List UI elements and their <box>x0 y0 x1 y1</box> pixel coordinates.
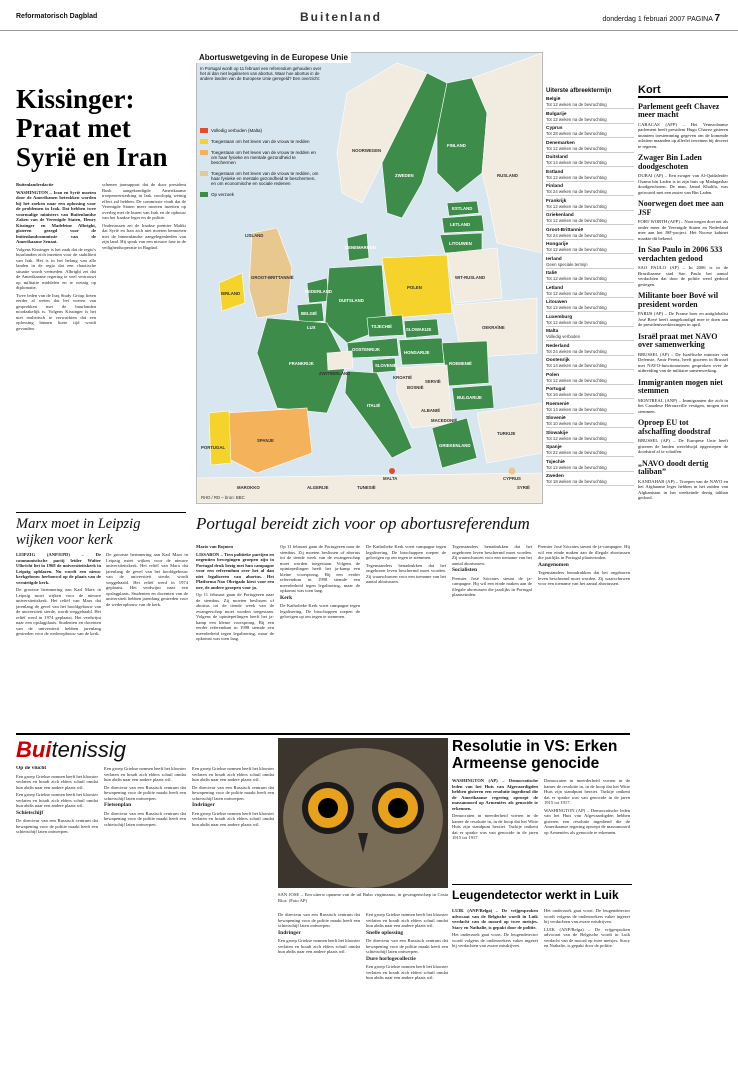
legend-swatch <box>200 192 208 197</box>
label-oekraine: OEKRAÏNE <box>482 325 505 330</box>
label-estland: ESTLAND <box>452 206 473 211</box>
sidebar-term: Tot 12 weken na de bevruchting <box>546 436 634 443</box>
label-witrusland: WIT-RUSLAND <box>455 275 486 280</box>
paragraph: Premier José Sócrates steunt de ja-campagne. Hij wil een einde maken aan de illegale abortussen die jaarlijks in Portugal plaatsvinden. <box>452 575 532 597</box>
label-rusland: RUSLAND <box>497 173 519 178</box>
kort-item-text: BRUSSEL (AP) – De Israëlische minister van Defensie, Amir Peretz, heeft gisteren in Brussel met NAVO-functionarissen gesproken over de uitbreiding van de militaire samenwerking. <box>638 351 728 373</box>
subhead: Schietschijf <box>16 809 44 816</box>
map-svg <box>197 53 542 503</box>
label-italie: ITALIË <box>367 403 381 408</box>
headline-line: Syrië en Iran <box>16 142 168 172</box>
kort-item-text: CARACAS (AFP) – Het Venezolaanse parlement heeft president Hugo Chavez gisteren unaniem toestemming gegeven om de komende achttien maanden op allerlei terreinen bij decreet te regeren. <box>638 121 728 149</box>
label-turkije: TURKIJE <box>497 431 516 436</box>
buitenissig-col4 <box>278 912 360 1062</box>
label-duitsland: DUITSLAND <box>339 298 364 303</box>
kort-item-title: Zwager Bin Laden doodgeschoten <box>638 153 702 171</box>
label-hongarije: HONGARIJE <box>404 350 430 355</box>
label-slowakije: SLOWAKIJE <box>406 327 432 332</box>
paragraph: Twee leden van de Iraq Study Group lieten eerder al weten dat het voeren van gesprekken met de buurlanden noodzakelijk is. Volgens Kissinger is het niet realistisch te verwachten dat een oplossing binnen korte tijd wordt gevonden. <box>16 292 96 331</box>
leugendetector-headline: Leugendetector werkt in Luik <box>452 888 619 902</box>
label-litouwen: LITOUWEN <box>449 241 472 246</box>
paragraph: Tegenstanders benadrukken dat het ongeboren leven beschermd moet worden. Zij waarschuwen voor een toename van het aantal abortussen. <box>538 570 630 586</box>
label-lux: LUX <box>307 325 316 330</box>
label-noorwegen: NOORWEGEN <box>352 148 382 153</box>
label-portugal: PORTUGAL <box>201 445 226 450</box>
label-finland: FINLAND <box>447 143 466 148</box>
kort-item-title: Noorwegen doet mee aan JSF <box>638 199 724 217</box>
legend-swatch <box>200 139 208 144</box>
buitenissig-brand <box>16 737 176 763</box>
sidebar-term: Tot 12 weken na de bevruchting <box>546 218 634 225</box>
lead: LUIK (ANP/Belga) – De vrijgesproken advocaat van de Belgische wordt in Luik verdacht van de moord op twee meisjes. Stacy en Nathalie, is gepakt door de politie. <box>452 908 538 930</box>
byline: Buitenlandredactie <box>16 182 54 187</box>
subhead: Aangenomen <box>538 561 569 568</box>
label-polen: POLEN <box>407 285 422 290</box>
paragraph: Een groep Griekse nonnen heeft het klooster verlaten en houdt zich elders schuil omdat hun abdis naar een andere plaats wil. <box>16 773 98 790</box>
kort-item-text: BRUSSEL (AP) – De Europese Unie heeft gisteren de landen wereldwijd opgeroepen de doodstraf af te schaffen. <box>638 438 728 454</box>
buitenissig-col5 <box>366 912 448 1062</box>
legend-item <box>200 150 320 165</box>
sidebar-term: Tot 12 weken na de bevruchting <box>546 102 634 109</box>
kort-item-text: PARIJS (AP) – De Franse boer en antiglobalist José Bové heeft aangekondigd mee te doen aan de presidentsverkiezingen in april. <box>638 311 728 327</box>
sidebar-term: Tot 28 weken na de bevruchting <box>546 131 634 138</box>
label-kroatie: KROATIË <box>393 375 413 380</box>
label-ierland: IERLAND <box>221 291 241 296</box>
sidebar-country: Slowakije <box>546 430 568 436</box>
sidebar-term: Tot 12 weken na de bevruchting <box>546 378 634 385</box>
label-tsjechie: TSJECHIË <box>371 324 393 329</box>
marx-headline <box>16 516 191 548</box>
kort-item-text: DUBAI (AP) – Een zwager van Al-Qaidaleider Osama bin Laden is in zijn huis op Madagaskar doodgeschoten. De man, Jamal Khalifa, was getrouwd met een zuster van Bin Laden. <box>638 173 728 195</box>
eu-abortion-map <box>196 52 543 504</box>
owl-svg <box>278 738 448 888</box>
label-syrie: SYRIË <box>517 485 530 490</box>
subhead: Indringer <box>192 802 215 808</box>
sidebar-term: Tot 12 weken na de bevruchting <box>546 305 634 312</box>
paragraph: De grootste herinnering aan Karl Marx in Leipzig moet wijken voor de nieuwe universiteitskerk. Het reliëf van Marx dat jarenlang de gevel van het hoofdgebouw van de universiteit sierde, wordt weggehaald. Het reliëf werd in 1974 geplaatst. Het verdwijnt naar een opslagplaats. Studenten en docenten van de universiteit hebben jarenlang gestreden voor de wederopbouw van de kerk. <box>16 587 101 636</box>
subhead: Kerk <box>280 594 293 601</box>
subhead: Fietsenplan <box>104 802 132 808</box>
label-nederland: NEDERLAND <box>305 289 332 294</box>
paragraph: Een groep Griekse nonnen heeft het klooster verlaten en houdt zich elders schuil omdat hun abdis naar een andere plaats wil. <box>104 766 186 782</box>
label-macedonie: MACEDONIË <box>431 418 458 423</box>
resolutie-col2 <box>544 778 630 878</box>
country-malta <box>389 468 395 474</box>
sidebar-term: Tot 12 weken na de bevruchting <box>546 247 634 254</box>
country-cyprus <box>509 468 516 475</box>
label-gb: GROOT-BRITTANNIË <box>251 275 294 280</box>
label-griekenland: GRIEKENLAND <box>439 443 471 448</box>
sidebar-country: Duitsland <box>546 155 568 160</box>
buitenissig-col1 <box>16 766 98 1061</box>
page-header <box>0 0 738 31</box>
kort-item-title: Immigranten mogen niet stemmen <box>638 377 723 395</box>
subhead: Indringer <box>278 929 301 936</box>
sidebar-country: België <box>546 97 561 102</box>
sidebar-term: Tot 12 weken na de bevruchting <box>546 465 634 472</box>
paragraph: Tegenstanders benadrukken dat het ongeboren leven beschermd moet worden. Zij waarschuwen voor een toename van het aantal abortussen. <box>452 544 532 566</box>
sidebar-country: Spanje <box>546 445 562 450</box>
sidebar-country: Oostenrijk <box>546 358 570 363</box>
headline-line: wijken voor kerk <box>16 532 113 548</box>
kissinger-col1 <box>16 182 96 517</box>
sidebar-term: Tot 14 weken na de bevruchting <box>546 363 634 370</box>
legend-swatch <box>200 171 208 176</box>
headline-line: Armeense genocide <box>452 755 600 772</box>
paragraph: Het onderzoek gaat voort. De leugendetector wordt volgens de onderzoekers vaker ingezet bij verdachten van zware misdrijven. <box>452 932 538 948</box>
sidebar-country: Luxemburg <box>546 314 573 320</box>
buitenissig-col3 <box>192 766 274 1061</box>
paragraph: De directeur van een Russisch centrum dat bewapening voor de politie maakt heeft een schietschijf laten ontwerpen. <box>192 784 274 801</box>
label-roemenie: ROEMENIË <box>449 361 472 366</box>
paragraph: WASHINGTON (AP) – Democratische leden van het Huis van Afgevaardigden hebben gisteren een resolutie ingediend die de Amerikaanse regering oproept de massamoord op Armeniërs als genocide te erkennen. <box>544 807 630 835</box>
divider <box>16 512 186 513</box>
lead: WASHINGTON – Iran en Syrië moeten door de Amerikanen betrokken worden bij het zoeken naar een oplossing voor de problemen in Irak. Dat hebben twee voormalige ministers van Buitenlandse Zaken van de Verenigde Staten, Henry Kissinger en Madeleine Albright, gisteren gezegd voor de buitenlandcommissie van de Amerikaanse Senaat. <box>16 189 96 244</box>
portugal-col2 <box>280 544 360 729</box>
map-legend <box>200 128 320 203</box>
label-tunesie: TUNESIË <box>357 485 376 490</box>
page-number: 7 <box>714 13 720 24</box>
sidebar-country: Frankrijk <box>546 198 567 204</box>
marx-col1 <box>16 552 101 727</box>
label-marokko: MAROKKO <box>237 485 260 490</box>
sidebar-country: Zweden <box>546 474 564 479</box>
label-bosnie: BOSNIË <box>407 385 424 390</box>
page-info <box>602 13 720 24</box>
portugal-headline: Portugal bereidt zich voor op abortusreferendum <box>196 514 530 533</box>
kissinger-headline <box>16 85 186 172</box>
label-denemarken: DENEMARKEN <box>345 245 376 250</box>
kort-item-title: „NAVO doodt dertig taliban” <box>638 458 709 476</box>
portugal-col1 <box>196 544 274 729</box>
legend-item <box>200 192 320 197</box>
paragraph: Op 11 februari gaan de Portugezen naar de stembus. Zij moeten beslissen of abortus tot de tiende week van de zwangerschap moet worden toegestaan. Volgens de opiniepeilingen heeft het ja-kamp een kleine voorsprong. Bij een eerder referendum in 1998 stemde een meerderheid tegen legalisering, maar de opkomst was toen laag. <box>280 544 360 593</box>
paragraph: De directeur van een Russisch centrum dat bewapening voor de politie maakt heeft een schietschijf laten ontwerpen. <box>104 810 186 827</box>
country-portugal <box>209 411 231 465</box>
resolutie-headline <box>452 738 632 772</box>
legend-label: Toegestaan om het leven van de vrouw te redden, om haar fysieke en mentale gezondheid te beschermen, en om economische en sociale redenen <box>211 171 319 186</box>
legend-swatch <box>200 150 208 155</box>
page-label: PAGINA <box>686 16 713 23</box>
portugal-col4 <box>452 544 532 729</box>
kort-item-text: KANDAHAR (AP) – Troepen van de NAVO en het Afghaanse leger hebben in het zuiden van Afghanistan in het weekeinde dertig taliban gedood. <box>638 478 728 500</box>
label-frankrijk: FRANKRIJK <box>289 361 314 366</box>
sidebar-country: Cyprus <box>546 126 563 131</box>
sidebar-term: Tot 18 weken na de bevruchting <box>546 479 634 486</box>
sidebar-term: Tot 12 weken na de bevruchting <box>546 320 634 327</box>
kissinger-col2 <box>102 182 186 517</box>
lead: LEIPZIG (ANP/EPD) – De communistische partij leider Walter Ulbricht liet in 1968 de universiteitskerk in Leipzig opblazen. Nu wordt een nieuw kerkgebouw herbouwd op de plaats van de vernietigde kerk. <box>16 552 101 585</box>
label-oostenrijk: OOSTENRIJK <box>352 347 380 352</box>
sidebar-term: Tot 14 weken na de bevruchting <box>546 160 634 167</box>
lead: LISSABON – Tien politieke partijen en negentien bewegingen groepen zijn in Portugal druk bezig met hun campagne voor een referendum over het al dan niet legaliseren van abortus. Het Platforma Nao Obrigado kiest voor een nee, de andere groepen voor ja. <box>196 551 274 590</box>
legend-label: Toegestaan om het leven van de vrouw te redden en om haar fysieke en mentale gezondheid te beschermen <box>211 150 316 165</box>
paragraph: Een groep Griekse nonnen heeft het klooster verlaten en houdt zich elders schuil omdat hun abdis naar een andere plaats wil. <box>366 912 448 928</box>
paragraph: De directeur van een Russisch centrum dat bewapening voor de politie maakt heeft een schietschijf laten ontwerpen. <box>16 818 98 834</box>
resolutie-col1 <box>452 778 538 878</box>
paragraph: Democraten in meerderheid voeren in de kamer de resolutie in, in de hoop dat het Witte Huis zijn standpunt herziet. Turkije ontkent dat er sprake was van genocide in de jaren 1915 tot 1917. <box>544 778 630 805</box>
kort-item-text: MONTREAL (ANP) – Immigranten die zich in het Canadese Hérouxville vestigen, mogen niet stemmen. <box>638 397 728 414</box>
legend-label: Op verzoek <box>211 192 235 197</box>
paragraph: De grootste herinnering aan Karl Marx in Leipzig moet wijken voor de nieuwe universiteitskerk. Het reliëf van Marx dat jarenlang de gevel van het hoofdgebouw van de universiteit sierde, wordt weggehaald. Het reliëf werd in 1974 geplaatst. Het verdwijnt naar een opslagplaats. Studenten en docenten van de universiteit hebben jarenlang gestreden voor de wederopbouw van de kerk. <box>106 552 188 607</box>
paragraph: Een groep Griekse nonnen heeft het klooster verlaten en houdt zich elders schuil omdat hun abdis naar een andere plaats wil. <box>192 766 274 782</box>
label-zweden: ZWEDEN <box>395 173 414 178</box>
label-letland: LETLAND <box>450 222 471 227</box>
label-belgie: BELGIË <box>301 311 317 316</box>
legend-item <box>200 139 320 144</box>
paragraph: Het onderzoek gaat voort. De leugendetector wordt volgens de onderzoekers vaker ingezet bij verdachten van zware misdrijven. <box>544 908 630 924</box>
kort-head: Kort <box>638 88 728 98</box>
sidebar-term: Tot 16 weken na de bevruchting <box>546 392 634 399</box>
paper-name: Reformatorisch Dagblad <box>16 13 98 20</box>
sidebar-country: Polen <box>546 372 560 378</box>
sidebar-country: Nederland <box>546 343 570 349</box>
kort-list <box>638 103 728 501</box>
date: donderdag 1 februari 2007 <box>602 16 685 23</box>
headline-line: Praat met <box>16 113 131 143</box>
sidebar-country: Denemarken <box>546 140 575 146</box>
subhead: Op de vlucht <box>16 766 47 771</box>
kort-item-text: FORT WORTH (AFP) – Noorwegen doet net als onder meer de Verenigde Staten en Nederland mee aan het JSF-project. Het Noorse kabinet maakte dit bekend. <box>638 219 728 241</box>
subhead: Socialisten <box>452 567 478 573</box>
map-intro: In Portugal wordt op 11 februari een referendum gehouden over het al dan niet legaliseren van abortus. Waar hoe abortus in de andere landen van de Europese Unie geregeld? Een overzicht: <box>200 66 322 81</box>
paragraph: Een groep Griekse nonnen heeft het klooster verlaten en houdt zich elders schuil omdat hun abdis naar een andere plaats wil. <box>278 938 360 954</box>
kort-item-title: In Sao Paulo in 2006 533 verdachten gedood <box>638 245 723 263</box>
label-bulgarije: BULGARIJE <box>457 395 482 400</box>
sidebar-term: Tot 12 weken na de bevruchting <box>546 276 634 283</box>
leugen-col1 <box>452 908 538 1058</box>
byline: Mario van Bojmen <box>196 544 234 549</box>
sidebar-title: Uiterste afbreektermijn <box>546 88 612 94</box>
label-algerije: ALGERIJE <box>307 485 329 490</box>
buitenissig-col2 <box>104 766 186 1061</box>
kort-item-text: SAO PAULO (AP) – In 2006 is in de Braziliaanse stad Sao Paulo het aantal verdachten dat door de politie werd gedood gestegen. <box>638 265 728 287</box>
sidebar-country: Griekenland <box>546 213 574 218</box>
portugal-col5 <box>538 544 630 729</box>
sidebar-country: Groot-Brittannië <box>546 227 584 233</box>
label-albanie: ALBANIË <box>421 408 441 413</box>
sidebar-term: Tot 12 weken na de bevruchting <box>546 175 634 182</box>
subhead: Dure horlogecollectie <box>366 955 416 962</box>
paragraph: LUIK (ANP/Belga) – De vrijgesproken advocaat van de Belgische wordt in Luik verdacht van de moord op twee meisjes. Stacy en Nathalie, is gepakt door de politie. <box>544 926 630 948</box>
paragraph: Op 11 februari gaan de Portugezen naar de stembus. Zij moeten beslissen of abortus tot de tiende week van de zwangerschap moet worden toegestaan. Volgens de opiniepeilingen heeft het ja-kamp een kleine voorsprong. Bij een eerder referendum in 1998 stemde een meerderheid tegen legalisering, maar de opkomst was toen laag. <box>196 592 274 641</box>
legend-label: Volledig verboden (Malta) <box>211 128 263 133</box>
label-slovenie: SLOVENIË <box>375 363 397 368</box>
headline-line: Marx moet in Leipzig <box>16 516 141 532</box>
lead: WASHINGTON (AP) – Democratische leden van het Huis van Afgevaardigden hebben gisteren een resolutie ingediend die de Amerikaanse regering oproept de massamoord op Armeniërs als genocide te erkennen. <box>452 778 538 811</box>
paragraph: De Katholieke Kerk voert campagne tegen legalisering. De bisschoppen roepen de gelovigen op om tegen te stemmen. <box>280 603 360 619</box>
label-zwitserland: ZWITSERLAND <box>319 371 351 376</box>
sidebar-country: Tsjechië <box>546 459 565 465</box>
sidebar-country: Malta <box>546 329 559 334</box>
legend-swatch <box>200 128 208 133</box>
section-title: Buitenland <box>300 10 382 24</box>
sidebar-term: Tot 22 weken na de bevruchting <box>546 450 634 457</box>
label-ijsland: IJSLAND <box>245 233 264 238</box>
paragraph: Ondertussen zei de Iraakse premier Maliki dat Syrië en Iran zich niet moeten bemoeien met de binnenlandse aangelegenheden van zijn land. Hij sprak van een nieuwe fase in de veiligheidsoperatie in Bagdad. <box>102 222 186 250</box>
sidebar-country: Litouwen <box>546 300 568 305</box>
sidebar-country: Slovenië <box>546 416 566 421</box>
sidebar-term: Tot 24 weken na de bevruchting <box>546 233 634 240</box>
label-spanje: SPANJE <box>257 438 274 443</box>
sidebar-country: Estland <box>546 169 564 175</box>
paragraph: De directeur van een Russisch centrum dat bewapening voor de politie maakt heeft een schietschijf laten ontwerpen. <box>366 938 448 954</box>
sidebar-term: Tot 14 weken na de bevruchting <box>546 407 634 414</box>
legend-label: Toegestaan om het leven van de vrouw te redden <box>211 139 310 144</box>
sidebar-term: Tot 12 weken na de bevruchting <box>546 291 634 298</box>
paragraph: Premier José Sócrates steunt de ja-campagne. Hij wil een einde maken aan de illegale abortussen die jaarlijks in Portugal plaatsvinden. <box>538 544 630 560</box>
sidebar-country: Bulgarije <box>546 111 567 117</box>
map-source: RHD / RD – bron: BBC <box>201 495 245 500</box>
sidebar-country: Hongarije <box>546 242 569 247</box>
owl-photo <box>278 738 448 888</box>
divider <box>452 884 632 885</box>
paragraph: Volgens Kissinger is het zaak dat de regio's buurlanden zich inzetten voor de stabiliteit van Irak. Het is in het belang van alle landen in de regio dat een chaotische situatie wordt vermeden. Albright zei dat de Amerikaanse regering te veel vertrouwt op militaire middelen en te weinig op diplomatie. <box>16 246 96 290</box>
sidebar-list <box>546 97 634 486</box>
sidebar-term: Volledig verboden <box>546 334 634 341</box>
sidebar-term: Geen speciale termijn <box>546 262 634 269</box>
photo-caption: SAN JOSE – Een uiterst opname van de uil Bubo virginianus, in gevangenschap in Costa Rica. (Foto AP) <box>278 892 448 903</box>
kort-item-title: Militante boer Bové wil president worden <box>638 291 719 309</box>
buitenissig-logo <box>16 737 176 763</box>
portugal-col3 <box>366 544 446 729</box>
paragraph: De directeur van een Russisch centrum dat bewapening voor de politie maakt heeft een schietschijf laten ontwerpen. <box>104 784 186 801</box>
legend-item <box>200 171 320 186</box>
paragraph: De Katholieke Kerk voert campagne tegen legalisering. De bisschoppen roepen de gelovigen op om tegen te stemmen. <box>366 544 446 560</box>
termijn-sidebar <box>546 88 634 508</box>
subhead: Snelle oplossing <box>366 929 404 936</box>
headline-line: Kissinger: <box>16 84 135 114</box>
sidebar-country: Ierland <box>546 256 562 262</box>
sidebar-term: Tot 24 weken na de bevruchting <box>546 349 634 356</box>
sidebar-country: Letland <box>546 285 564 291</box>
sidebar-country: Italië <box>546 271 557 276</box>
sidebar-country: Finland <box>546 184 564 189</box>
country-zwitserland <box>327 351 353 370</box>
sidebar-term: Tot 12 weken na de bevruchting <box>546 146 634 153</box>
divider <box>16 733 630 735</box>
sidebar-term: Tot 10 weken na de bevruchting <box>546 421 634 428</box>
kort-item-title: Oproep EU tot afschaffing doodstraf <box>638 418 711 436</box>
paragraph: Een groep Griekse nonnen heeft het klooster verlaten en houdt zich elders schuil omdat hun abdis naar een andere plaats wil. <box>16 792 98 808</box>
kort-column <box>638 84 728 1038</box>
paragraph: Een groep Griekse nonnen heeft het klooster verlaten en houdt zich elders schuil omdat hun abdis naar een andere plaats wil. <box>366 964 448 980</box>
headline-line: Resolutie in VS: Erken <box>452 738 618 755</box>
label-malta: MALTA <box>383 476 398 481</box>
kort-item-title: Israël praat met NAVO over samenwerking <box>638 331 718 349</box>
sidebar-term: Tot 24 weken na de bevruchting <box>546 189 634 196</box>
label-cyprus: CYPRUS <box>503 476 521 481</box>
sidebar-country: Roemenië <box>546 401 569 407</box>
paragraph: Democraten in meerderheid voeren in de kamer de resolutie in, in de hoop dat het Witte Huis zijn standpunt herziet. Turkije ontkent dat er sprake was van genocide in de jaren 1915 tot 1917. <box>452 813 538 840</box>
kort-item-title: Parlement geeft Chavez meer macht <box>638 101 720 119</box>
paragraph: schenen jaarrapport dat de door president Bush aangekondigde Amerikaanse troepenversterking in Irak voorlopig weinig effect zal hebben. De commissie vindt dat de Verenigde Staten meer moeten inzetten op overleg met de buren van Irak en de opbouw van het Iraakse leger en de politie. <box>102 182 186 220</box>
marx-col2 <box>106 552 188 727</box>
brand-rest: tenissig <box>51 737 127 762</box>
brand-bui: Bui <box>16 737 52 762</box>
label-servie: SERVIË <box>425 379 441 384</box>
paragraph: De directeur van een Russisch centrum dat bewapening voor de politie maakt heeft een schietschijf laten ontwerpen. <box>278 912 360 928</box>
legend-item <box>200 128 320 133</box>
paragraph: Tegenstanders benadrukken dat het ongeboren leven beschermd moet worden. Zij waarschuwen voor een toename van het aantal abortussen. <box>366 562 446 584</box>
leugen-col2 <box>544 908 630 1058</box>
sidebar-term: Tot 12 weken na de bevruchting <box>546 117 634 124</box>
sidebar-term: Tot 12 weken na de bevruchting <box>546 204 634 211</box>
map-title: Abortuswetgeving in de Europese Unie <box>196 52 351 63</box>
sidebar-country: Portugal <box>546 387 566 392</box>
paragraph: Een groep Griekse nonnen heeft het klooster verlaten en houdt zich elders schuil omdat hun abdis naar een andere plaats wil. <box>192 810 274 827</box>
